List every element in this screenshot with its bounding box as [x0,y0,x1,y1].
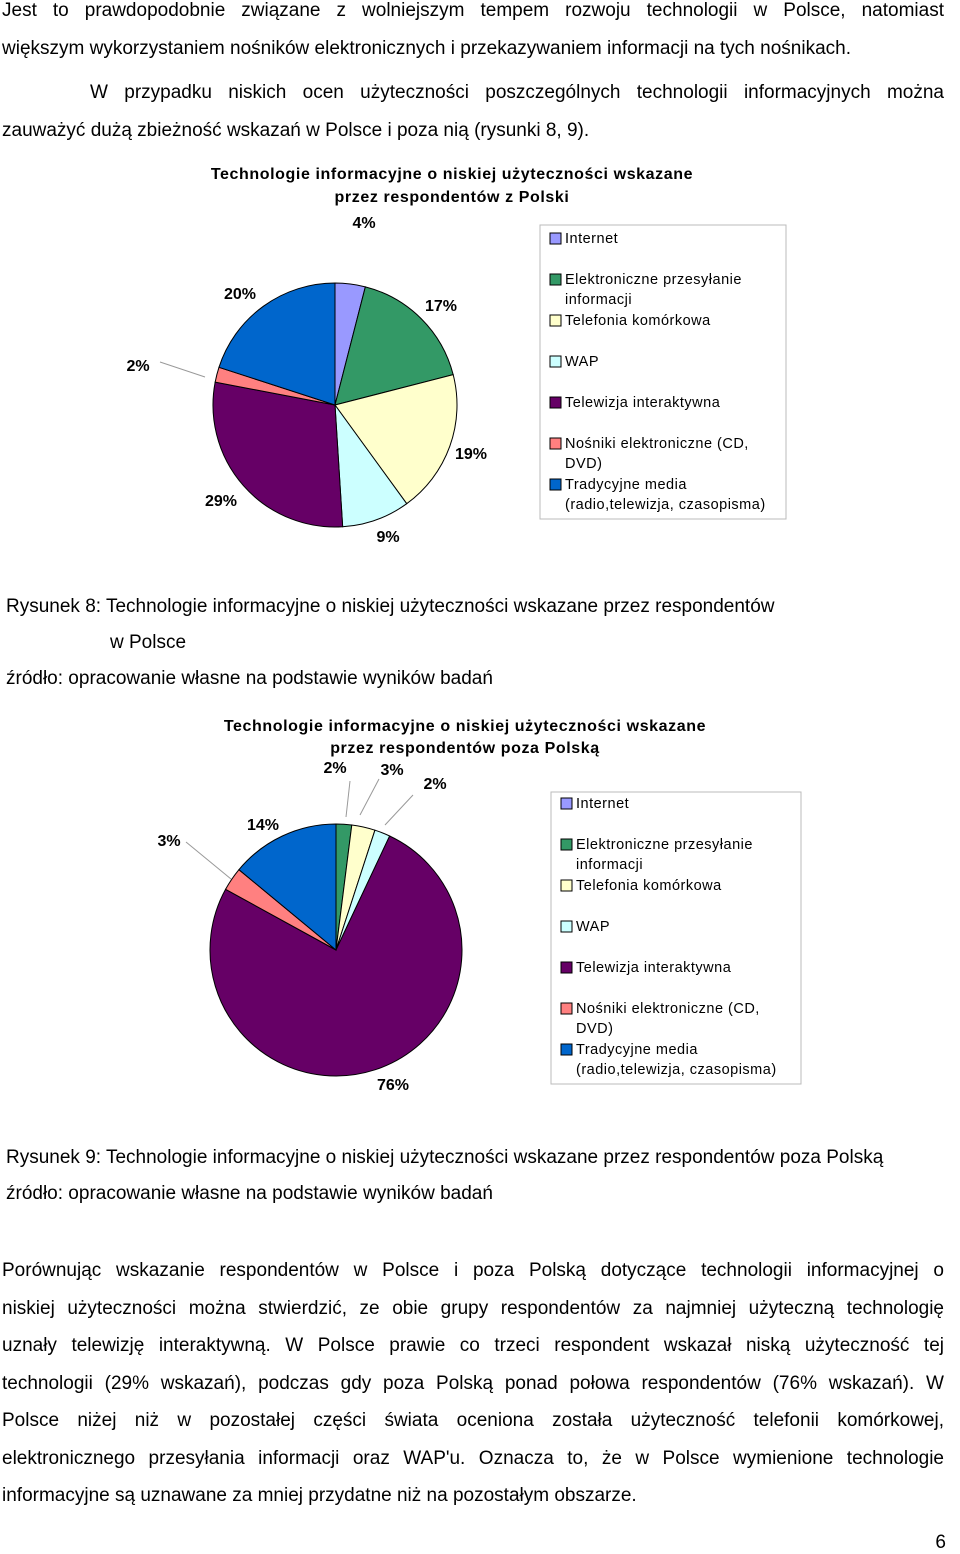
legend-swatch [550,315,561,326]
text-line: informacyjne są uznawane za mniej przydatne niż na pozostałym obszarze. [2,1485,637,1506]
legend-label: Tradycyjne media [565,477,687,493]
pie-chart-poland [0,155,960,555]
text-line: zauważyć dużą zbieżność wskazań w Polsce i poza nią (rysunki 8, 9). [2,119,590,141]
legend-swatch [561,880,572,891]
caption-line: Rysunek 8: Technologie informacyjne o niskiej użyteczności wskazane przez respondentów [6,596,775,617]
chart-title: przez respondentów z Polski [334,189,570,206]
legend-label: Telefonia komórkowa [565,313,711,329]
intro-paragraph-1 [2,0,944,67]
text-line: elektronicznego przesyłania informacji oraz WAP'u. Oznacza to, że w Polsce wymienione technologie [2,1447,944,1469]
legend-label: Telefonia komórkowa [576,878,722,894]
data-label: 20% [223,286,257,303]
data-label: 2% [323,760,347,777]
legend-box [540,225,786,519]
text-line: Porównując wskazanie respondentów w Polsce i poza Polską dotyczące technologii informacyjnej o [2,1260,944,1281]
caption-source: źródło: opracowanie własne na podstawie wyników badań [6,668,493,689]
page-number: 6 [935,1532,946,1553]
text-line: Jest to prawdopodobnie związane z wolniejszym tempem rozwoju technologii w Polsce, natomiast [2,0,944,21]
legend-label: WAP [576,919,610,935]
legend-label: Tradycyjne media [576,1042,698,1058]
legend-swatch [561,798,572,809]
legend-label: Telewizja interaktywna [565,395,721,411]
chart-title: Technologie informacyjne o niskiej użyteczności wskazane [210,166,694,183]
legend-swatch [561,1044,572,1055]
legend-swatch [561,839,572,850]
legend-swatch [561,921,572,932]
legend-swatch [550,356,561,367]
leader-line [360,779,379,815]
data-label: 3% [157,833,181,850]
data-label: 76% [376,1077,410,1094]
legend-box [551,792,801,1084]
text-line: W przypadku niskich ocen użyteczności poszczególnych technologii informacyjnych można [90,82,944,103]
legend-label: informacji [576,857,644,873]
legend-label: DVD) [576,1021,614,1037]
legend-label: WAP [565,354,599,370]
legend-swatch [561,1003,572,1014]
pie-chart-abroad [0,705,960,1105]
data-label: 29% [204,493,238,510]
legend-label: (radio,telewizja, czasopisma) [576,1062,777,1078]
text-line: uznały telewizję interaktywną. W Polsce prawie co trzeci respondent wskazał niską użyteczność tej [2,1335,944,1356]
text-line: technologii (29% wskazań), podczas gdy poza Polską ponad połowa respondentów (76% wskazań). W [2,1372,944,1394]
data-label: 2% [126,358,150,375]
conclusion-paragraph [2,1252,944,1515]
legend-label: Nośniki elektroniczne (CD, [565,436,749,452]
legend-label: Elektroniczne przesyłanie [565,272,742,288]
leader-line [160,362,205,377]
legend-label: Telewizja interaktywna [576,960,732,976]
legend-label: Elektroniczne przesyłanie [576,837,753,853]
caption-source: źródło: opracowanie własne na podstawie wyników badań [6,1183,493,1204]
leader-line [385,795,413,825]
leader-line [186,842,231,879]
text-line: większym wykorzystaniem nośników elektronicznych i przekazywaniem informacji na tych nośnikach. [2,37,851,59]
text-line: Polsce niżej niż w pozostałej części świata oceniona została użyteczność telefonii komórkowej, [2,1410,944,1431]
legend-swatch [550,397,561,408]
chart-title: Technologie informacyjne o niskiej użyteczności wskazane [223,718,707,735]
legend-label: (radio,telewizja, czasopisma) [565,497,766,513]
data-label: 4% [352,215,376,232]
data-label: 9% [376,529,400,546]
legend-label: Internet [565,231,619,247]
caption-line: Rysunek 9: Technologie informacyjne o niskiej użyteczności wskazane przez respondentów poza Polską [6,1147,884,1168]
figure-9-caption [6,1140,883,1212]
intro-paragraph-2 [2,74,944,149]
legend-label: informacji [565,292,633,308]
legend-swatch [550,274,561,285]
legend-swatch [550,479,561,490]
legend-swatch [550,233,561,244]
legend-swatch [561,962,572,973]
legend-label: Internet [576,796,630,812]
figure-8-caption [6,589,775,697]
legend-swatch [550,438,561,449]
chart-title: przez respondentów poza Polską [330,740,600,757]
legend-label: DVD) [565,456,603,472]
leader-line [346,781,350,817]
data-label: 14% [246,817,280,834]
data-label: 17% [424,298,458,315]
caption-line: w Polsce [110,632,187,653]
data-label: 19% [454,446,488,463]
data-label: 3% [380,762,404,779]
text-line: niskiej użyteczności można stwierdzić, ze obie grupy respondentów za najmniej użyteczną technologię [2,1297,944,1319]
data-label: 2% [423,776,447,793]
legend-label: Nośniki elektroniczne (CD, [576,1001,760,1017]
